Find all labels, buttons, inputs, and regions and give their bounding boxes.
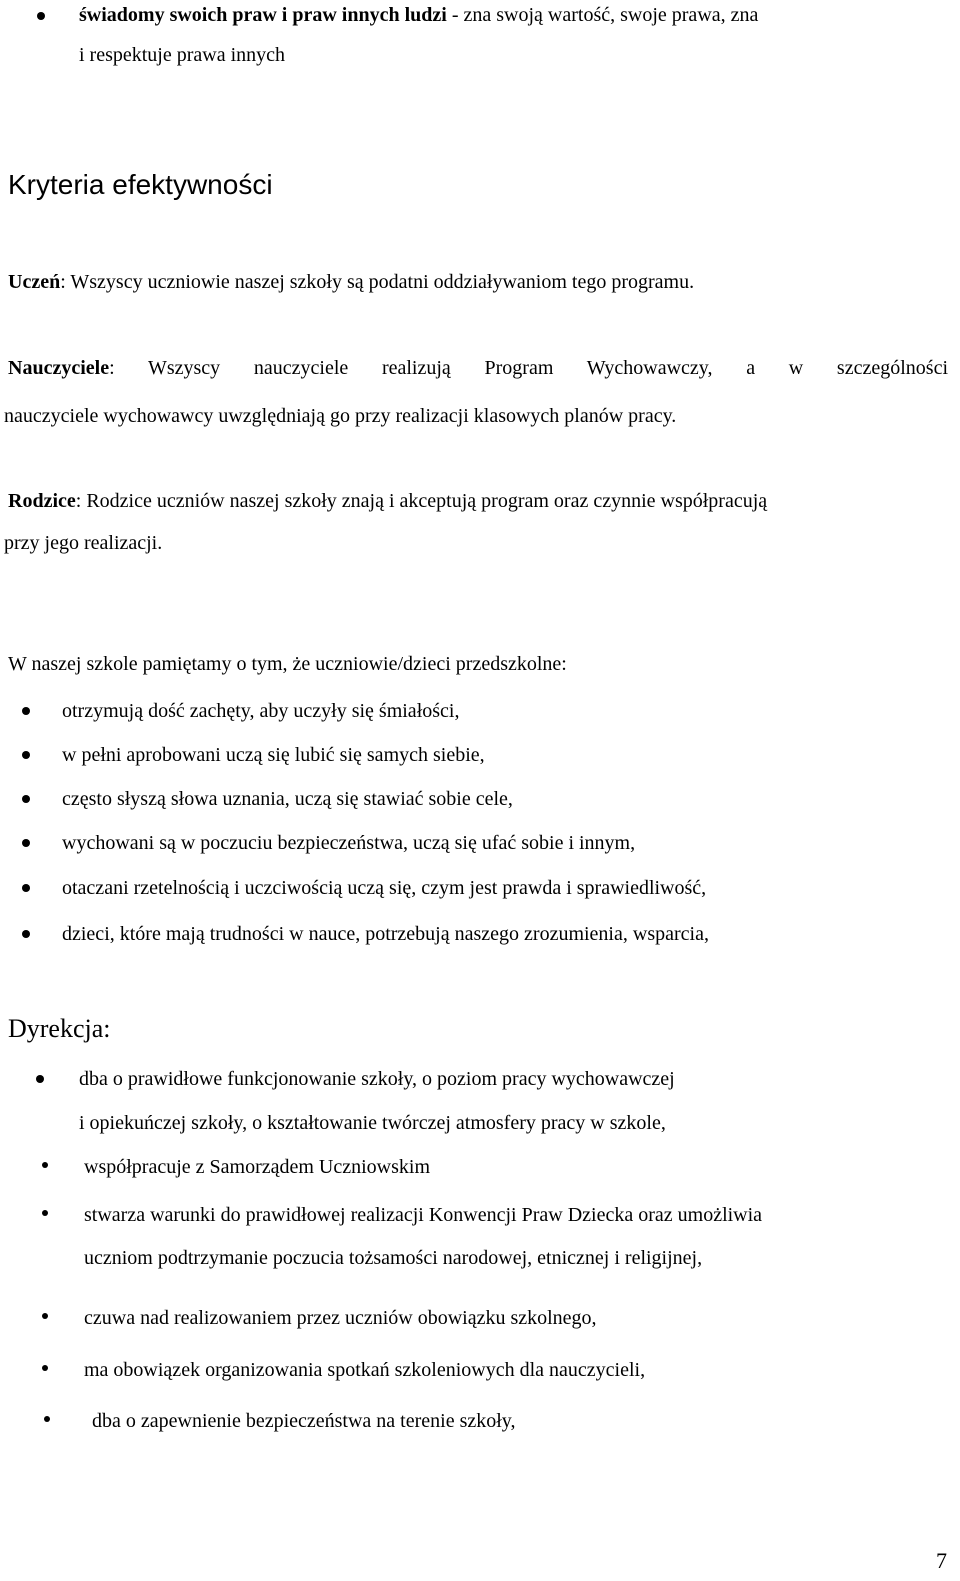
bullet-icon: [42, 1162, 48, 1168]
criteria-heading: Kryteria efektywności: [8, 169, 273, 200]
intro-rest: - zna swoją wartość, swoje prawa, zna: [446, 4, 759, 26]
school-item: otaczani rzetelnością i uczciwością uczą się, czym jest prawda i sprawiedliwość,: [62, 877, 707, 899]
school-item: w pełni aprobowani uczą się lubić się samych siebie,: [62, 744, 485, 766]
dyrekcja-item-3-line2: uczniom podtrzymanie poczucia tożsamości narodowej, etnicznej i religijnej,: [84, 1247, 703, 1269]
dyrekcja-item-6: dba o zapewnienie bezpieczeństwa na terenie szkoły,: [92, 1410, 516, 1432]
rodzice-text1: : Rodzice uczniów naszej szkoły znają i akceptują program oraz czynnie współpracują: [75, 490, 768, 512]
bullet-icon: [22, 839, 30, 847]
school-item: dzieci, które mają trudności w nauce, potrzebują naszego zrozumienia, wsparcia,: [62, 923, 709, 945]
criteria-nauczyciele-line2: nauczyciele wychowawcy uwzględniają go przy realizacji klasowych planów pracy.: [4, 405, 677, 427]
school-item: często słyszą słowa uznania, uczą się stawiać sobie cele,: [62, 788, 513, 810]
criteria-nauczyciele-line1: [8, 355, 948, 381]
intro-bullet-line2: i respektuje prawa innych: [79, 44, 286, 66]
bullet-icon: [37, 12, 45, 20]
dyrekcja-item-1-line2: i opiekuńczej szkoły, o kształtowanie twórczej atmosfery pracy w szkole,: [79, 1112, 666, 1134]
school-item: otrzymują dość zachęty, aby uczyły się śmiałości,: [62, 700, 460, 722]
bullet-icon: [42, 1365, 48, 1371]
bullet-icon: [22, 707, 30, 715]
intro-bullet-line1: [79, 2, 960, 28]
rodzice-label: Rodzice: [8, 490, 76, 512]
uczen-text: : Wszyscy uczniowie naszej szkoły są podatni oddziaływaniom tego programu.: [60, 271, 695, 293]
bullet-icon: [42, 1313, 48, 1319]
bullet-icon: [36, 1075, 44, 1083]
bullet-icon: [22, 930, 30, 938]
nauczyciele-text1: : Wszyscy nauczyciele realizują Program Wychowawczy, a w szczególności: [109, 357, 948, 379]
school-item: wychowani są w poczuciu bezpieczeństwa, uczą się ufać sobie i innym,: [62, 832, 636, 854]
bullet-icon: [22, 884, 30, 892]
dyrekcja-item-4: czuwa nad realizowaniem przez uczniów obowiązku szkolnego,: [84, 1307, 597, 1329]
bullet-icon: [22, 795, 30, 803]
intro-bold: świadomy swoich praw i praw innych ludzi: [79, 4, 447, 26]
criteria-rodzice-line2: przy jego realizacji.: [4, 532, 163, 554]
uczen-label: Uczeń: [8, 271, 61, 293]
criteria-rodzice-line1: [8, 488, 960, 514]
bullet-icon: [44, 1416, 50, 1422]
page-number: 7: [936, 1548, 947, 1573]
dyrekcja-item-5: ma obowiązek organizowania spotkań szkoleniowych dla nauczycieli,: [84, 1359, 646, 1381]
bullet-icon: [42, 1210, 48, 1216]
school-intro: W naszej szkole pamiętamy o tym, że uczniowie/dzieci przedszkolne:: [8, 653, 567, 675]
dyrekcja-heading: Dyrekcja:: [8, 1014, 111, 1043]
dyrekcja-item-2: współpracuje z Samorządem Uczniowskim: [84, 1156, 431, 1178]
dyrekcja-item-3-line1: stwarza warunki do prawidłowej realizacji Konwencji Praw Dziecka oraz umożliwia: [84, 1204, 763, 1226]
nauczyciele-label: Nauczyciele: [8, 357, 110, 379]
dyrekcja-item-1-line1: dba o prawidłowe funkcjonowanie szkoły, o poziom pracy wychowawczej: [79, 1068, 675, 1090]
criteria-uczen: [8, 269, 960, 295]
bullet-icon: [22, 751, 30, 759]
